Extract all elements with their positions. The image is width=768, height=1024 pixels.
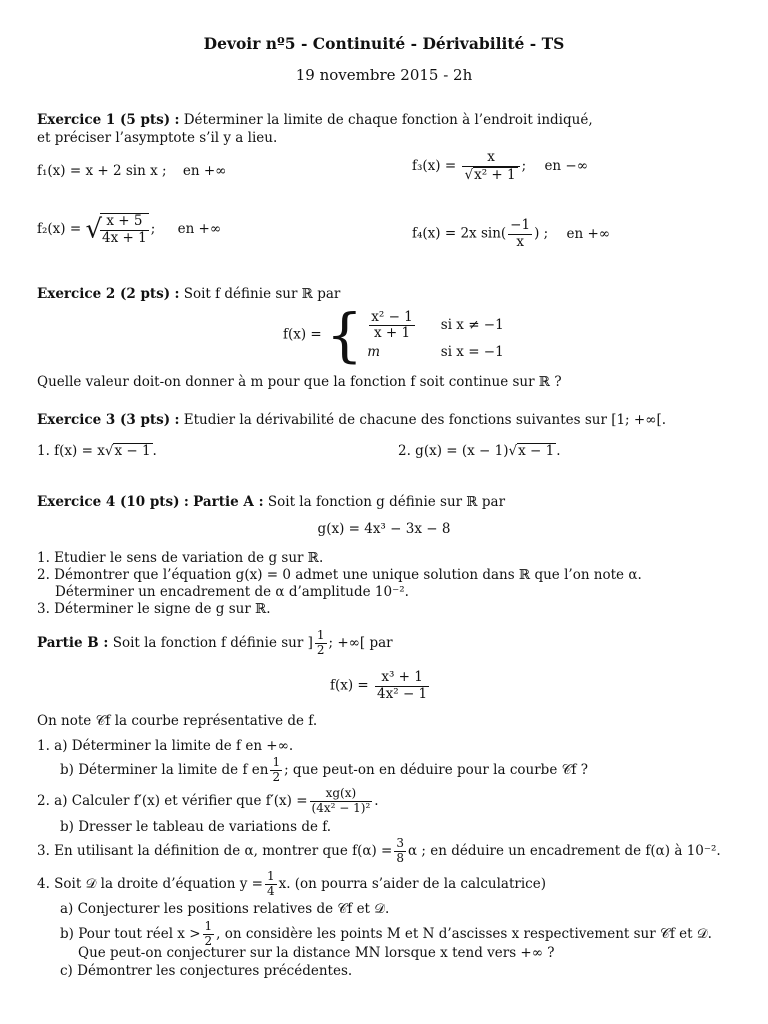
ex3-label: Exercice 3 (3 pts) — [37, 412, 171, 428]
ex1-text-line2: et préciser l’asymptote s’il y a lieu. — [37, 130, 278, 146]
ex4-b2a: 2. a) Calculer f′(x) et vérifier que f′(x) = $\frac{xg(x)}{\text{(4x² − 1)²}}$ . — [37, 786, 379, 815]
ex4-a1: 1. Etudier le sens de variation de g sur ℝ. — [37, 550, 324, 566]
ex4-label: Exercice 4 (10 pts) — [37, 494, 180, 510]
page-title: Devoir nº5 - Continuité - Dérivabilité - TS — [203, 34, 565, 53]
ex4-b4: 4. Soit 𝒟 la droite d’équation y = $\frac{1}{4}$ x. (on pourra s’aider de la calculatrice) — [37, 869, 546, 898]
ex3-statement: Exercice 3 (3 pts) : Etudier la dérivabilité de chacune des fonctions suivantes sur [1; +∞[. — [37, 412, 667, 428]
ex4-partA-label: Partie A : — [193, 494, 264, 510]
ex4-statement: Exercice 4 (10 pts) : Partie A : Soit la fonction g définie sur ℝ par — [37, 494, 506, 510]
ex4-partB-label: Partie B : — [37, 634, 109, 651]
ex4-b1b: b) Déterminer la limite de f en $\frac{1}{2}$ ; que peut-on en déduire pour la courbe 𝒞f ? — [60, 755, 588, 784]
ex2-label: Exercice 2 (2 pts) — [37, 286, 171, 302]
ex1-label: Exercice 1 (5 pts) — [37, 112, 171, 128]
ex4-b3: 3. En utilisant la définition de α, montrer que f(α) = $\frac{3}{8}$ α ; en déduire un encadrement de f(α) à 10⁻². — [37, 836, 721, 865]
ex4-g-equation: g(x) = 4x³ − 3x − 8 — [317, 521, 451, 537]
ex4-b4c: c) Démontrer les conjectures précédentes. — [60, 963, 353, 979]
ex3-item-2: 2. g(x) = (x − 1)√x − 1 . — [398, 443, 561, 459]
ex4-note: On note 𝒞f la courbe représentative de f. — [37, 713, 318, 729]
ex4-b4b-line2: Que peut-on conjecturer sur la distance MN lorsque x tend vers +∞ ? — [78, 945, 555, 961]
ex1-f2: f₂(x) = √ $\frac{x + 5}{4x + 1}$ ; en +∞ — [37, 213, 222, 246]
ex4-f-equation: f(x) = $\frac{\text{x³ + 1}}{\text{4x² − 1}}$ — [330, 669, 428, 702]
ex1-f4: f₄(x) = 2x sin( $\frac{-1}{x}$ ) ; en +∞ — [412, 217, 611, 250]
ex4-a2b: Déterminer un encadrement de α d’amplitude 10⁻². — [55, 584, 409, 600]
ex4-partB-statement: Partie B : Soit la fonction f définie sur ] $\frac{1}{2}$ ; +∞[ par — [37, 628, 393, 657]
ex3-item-1: 1. f(x) = x√x − 1 . — [37, 443, 157, 459]
ex1-f3: f₃(x) = $\frac{x}{\text{√x² + 1}}$ ; en −∞ — [412, 149, 588, 183]
ex4-b4b: b) Pour tout réel x > $\frac{1}{2}$ , on considère les points M et N d’ascisses x respectivement sur 𝒞f et 𝒟. — [60, 919, 712, 948]
exam-date: 19 novembre 2015 - 2h — [295, 66, 473, 84]
ex1-f1: f₁(x) = x + 2 sin x ; en +∞ — [37, 163, 227, 179]
ex1-text-line1: Déterminer la limite de chaque fonction à l’endroit indiqué, — [183, 112, 593, 128]
ex4-a2: 2. Démontrer que l’équation g(x) = 0 admet une unique solution dans ℝ que l’on note α. — [37, 567, 642, 583]
ex4-b2b: b) Dresser le tableau de variations de f. — [60, 819, 332, 835]
ex2-statement: Exercice 2 (2 pts) : Soit f définie sur ℝ par — [37, 286, 341, 302]
ex4-b4a: a) Conjecturer les positions relatives de 𝒞f et 𝒟. — [60, 901, 390, 917]
ex4-b1a: 1. a) Déterminer la limite de f en +∞. — [37, 738, 294, 754]
ex2-piecewise: f(x) = { $\frac{\text{x² − 1}}{x + 1}$ si x ≠ −1 m si x = −1 — [283, 301, 504, 369]
ex4-a3: 3. Déterminer le signe de g sur ℝ. — [37, 601, 271, 617]
ex1-statement: Exercice 1 (5 pts) : Déterminer la limite de chaque fonction à l’endroit indiqué, — [37, 112, 593, 128]
ex2-question: Quelle valeur doit-on donner à m pour que la fonction f soit continue sur ℝ ? — [37, 374, 562, 390]
